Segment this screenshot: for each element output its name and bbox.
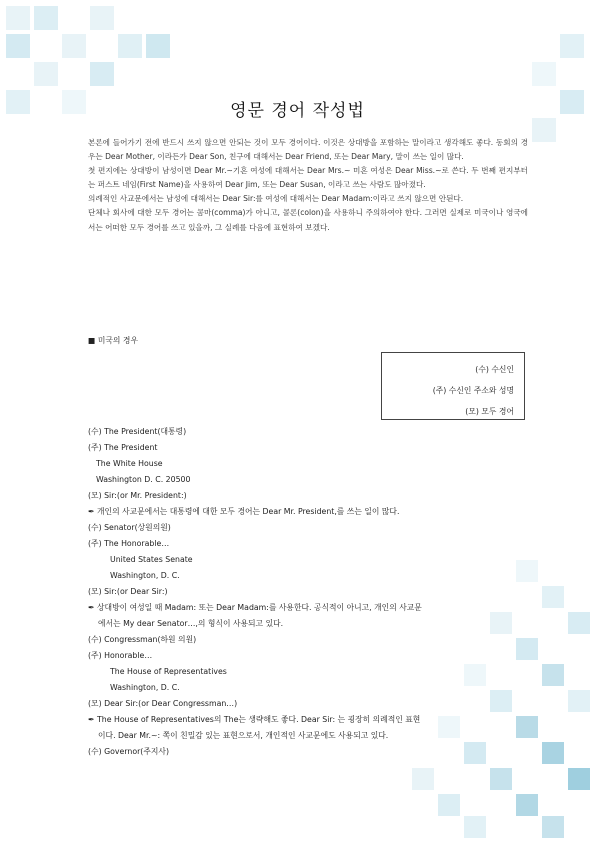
- decorative-square: [560, 34, 584, 58]
- address-line: Washington D. C. 20500: [96, 475, 191, 484]
- decorative-square: [542, 816, 564, 838]
- decorative-square: [542, 742, 564, 764]
- note-line: ✒ 개인의 사교문에서는 대통령에 대한 모두 경어는 Dear Mr. President,를 쓰는 일이 많다.: [88, 507, 400, 516]
- decorative-square: [34, 62, 58, 86]
- note-line: ✒ The House of Representatives의 The는 생략해도 좋다. Dear Sir: 는 굉장히 의례적인 표현: [88, 715, 421, 724]
- note-line: ✒ 상대방이 여성일 때 Madam: 또는 Dear Madam:를 사용한다. 공식적이 아니고, 개인의 사교문: [88, 603, 422, 612]
- intro-text: [88, 136, 528, 235]
- decorative-square: [6, 6, 30, 30]
- intro-paragraph: 첫 편지에는 상대방이 남성이면 Dear Mr.~기혼 여성에 대해서는 Dear Mrs.~ 미혼 여성은 Dear Miss.~로 쓴다. 두 번째 편지부터는 퍼스트 네임(First Name)을 사용하여 Dear Jim, 또는 Dear Susan, 이라고 쓰는 사람도 많아졌다.: [88, 166, 528, 190]
- entry-line: (모) Sir:(or Dear Sir:): [88, 587, 168, 596]
- entry-line: (주) The President: [88, 443, 158, 452]
- legend-box: [381, 352, 525, 420]
- section-heading: ■ 미국의 경우: [88, 336, 138, 345]
- decorative-square: [542, 586, 564, 608]
- entry-line: (주) Honorable…: [88, 651, 153, 660]
- intro-paragraph: 본론에 들어가기 전에 반드시 쓰지 않으면 안되는 것이 모두 경어이다. 이것은 상대방을 포함하는 말이라고 생각해도 좋다. 동회의 경우는 Dear Mother, 이라든가 Dear Son, 친구에 대해서는 Dear Friend, 또는 Dear Mary, 말이 쓰는 일이 많다.: [88, 138, 528, 162]
- legend-item: (모) 모두 경어: [465, 407, 514, 416]
- note-line: 에서는 My dear Senator…,의 형식이 사용되고 있다.: [98, 619, 284, 628]
- decorative-square: [542, 664, 564, 686]
- decorative-square: [532, 118, 556, 142]
- entry-line: (수) Senator(상원의원): [88, 523, 171, 532]
- decorative-square: [34, 6, 58, 30]
- decorative-square: [464, 816, 486, 838]
- decorative-square: [568, 690, 590, 712]
- intro-paragraph: 의례적인 사교문에서는 남성에 대해서는 Dear Sir:를 여성에 대해서는 Dear Madam:이라고 쓰지 않으면 안된다.: [88, 194, 464, 204]
- entries-list: [88, 424, 528, 760]
- entry-line: (수) Congressman(하원 의원): [88, 635, 197, 644]
- address-line: The House of Representatives: [110, 667, 227, 676]
- decorative-square: [90, 62, 114, 86]
- entry-line: (수) The President(대통령): [88, 427, 187, 436]
- decorative-square: [146, 34, 170, 58]
- decorative-square: [118, 34, 142, 58]
- decorative-square: [412, 768, 434, 790]
- decorative-square: [6, 34, 30, 58]
- entry-line: (주) The Honorable…: [88, 539, 170, 548]
- decorative-square: [438, 794, 460, 816]
- legend-item: (수) 수신인: [475, 365, 514, 374]
- page-title: 영문 경어 작성법: [230, 101, 365, 121]
- decorative-square: [490, 768, 512, 790]
- address-line: United States Senate: [110, 555, 193, 564]
- legend-item: (주) 수신인 주소와 성명: [432, 386, 514, 395]
- entry-line: (수) Governor(주지사): [88, 747, 169, 756]
- decorative-square: [568, 612, 590, 634]
- decorative-square: [516, 794, 538, 816]
- address-line: Washington, D. C.: [110, 571, 180, 580]
- entry-line: (모) Dear Sir:(or Dear Congressman…): [88, 699, 238, 708]
- intro-paragraph: 단체나 회사에 대한 모두 경어는 콤마(comma)가 아니고, 콜론(colon)을 사용하니 주의하여야 한다. 그러면 실제로 미국이나 영국에서는 어떠한 모두 경어를 쓰고 있을까, 그 실례를 다음에 표현하여 보겠다.: [88, 208, 528, 232]
- decorative-square: [568, 768, 590, 790]
- entry-line: (모) Sir:(or Mr. President:): [88, 491, 187, 500]
- address-line: The White House: [96, 459, 163, 468]
- decorative-square: [532, 62, 556, 86]
- decorative-square: [62, 34, 86, 58]
- decorative-square: [90, 6, 114, 30]
- note-line: 이다. Dear Mr.~: 쪽이 친밀감 있는 표현으로서, 개인적인 사교문에도 사용되고 있다.: [98, 731, 389, 740]
- address-line: Washington, D. C.: [110, 683, 180, 692]
